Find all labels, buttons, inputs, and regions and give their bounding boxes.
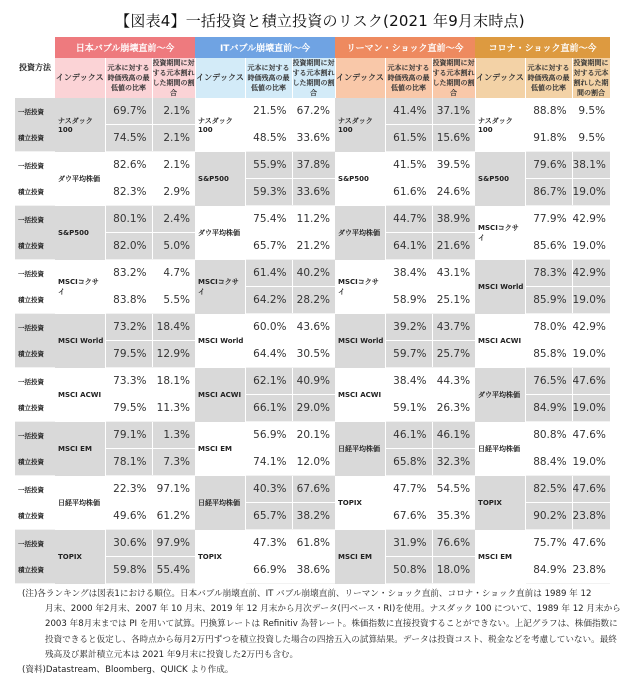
table-row xyxy=(15,314,610,341)
loss-period-ratio-cell: 47.6% xyxy=(572,368,610,395)
loss-period-ratio-cell: 32.3% xyxy=(432,449,475,476)
loss-period-ratio-cell: 33.6% xyxy=(292,179,335,206)
index-name: ダウ平均株価 xyxy=(335,206,385,260)
sub-header-index: インデックス xyxy=(475,58,525,98)
index-name: ダウ平均株価 xyxy=(475,368,525,422)
method-lump-sum: 一括投資 xyxy=(15,152,55,179)
loss-period-ratio-cell: 37.8% xyxy=(292,152,335,179)
min-value-ratio-cell: 31.9% xyxy=(385,530,432,557)
min-value-ratio-cell: 73.2% xyxy=(105,314,152,341)
min-value-ratio-cell: 64.1% xyxy=(385,233,432,260)
method-accumulation: 積立投資 xyxy=(15,395,55,422)
min-value-ratio-cell: 85.6% xyxy=(525,233,572,260)
loss-period-ratio-cell: 28.2% xyxy=(292,287,335,314)
loss-period-ratio-cell: 2.1% xyxy=(152,98,195,125)
min-value-ratio-cell: 64.2% xyxy=(245,287,292,314)
index-name: 日経平均株価 xyxy=(475,422,525,476)
min-value-ratio-cell: 85.8% xyxy=(525,341,572,368)
index-name: MSCI ACWI xyxy=(335,368,385,422)
min-value-ratio-cell: 65.7% xyxy=(245,233,292,260)
sub-header-index: インデックス xyxy=(335,58,385,98)
min-value-ratio-cell: 82.6% xyxy=(105,152,152,179)
min-value-ratio-cell: 78.0% xyxy=(525,314,572,341)
loss-period-ratio-cell: 43.6% xyxy=(292,314,335,341)
min-value-ratio-cell: 82.3% xyxy=(105,179,152,206)
min-value-ratio-cell: 78.3% xyxy=(525,260,572,287)
min-value-ratio-cell: 49.6% xyxy=(105,503,152,530)
index-name: MSCI EM xyxy=(475,530,525,584)
index-name: MSCI ACWI xyxy=(195,368,245,422)
min-value-ratio-cell: 61.6% xyxy=(385,179,432,206)
sub-header-index: インデックス xyxy=(55,58,105,98)
table-row xyxy=(15,260,610,287)
method-accumulation: 積立投資 xyxy=(15,125,55,152)
min-value-ratio-cell: 79.6% xyxy=(525,152,572,179)
loss-period-ratio-cell: 39.5% xyxy=(432,152,475,179)
min-value-ratio-cell: 75.7% xyxy=(525,530,572,557)
min-value-ratio-cell: 46.1% xyxy=(385,422,432,449)
index-name: MSCI EM xyxy=(195,422,245,476)
group-header-row xyxy=(15,37,610,58)
sub-header-index: インデックス xyxy=(195,58,245,98)
loss-period-ratio-cell: 25.7% xyxy=(432,341,475,368)
method-lump-sum: 一括投資 xyxy=(15,206,55,233)
group-header: リーマン・ショック直前～今 xyxy=(335,37,475,58)
index-name: MSCI World xyxy=(55,314,105,368)
min-value-ratio-cell: 60.0% xyxy=(245,314,292,341)
table-row xyxy=(15,98,610,125)
index-name: TOPIX xyxy=(475,476,525,530)
note-text: (注)各ランキングは図表1における順位。日本バブル崩壊直前、IT バブル崩壊直前、リーマン・ショック直前、コロナ・ショック直前は 1989 年 12 xyxy=(22,589,592,599)
min-value-ratio-cell: 76.5% xyxy=(525,368,572,395)
loss-period-ratio-cell: 12.9% xyxy=(152,341,195,368)
min-value-ratio-cell: 40.3% xyxy=(245,476,292,503)
loss-period-ratio-cell: 44.3% xyxy=(432,368,475,395)
index-name: S&P500 xyxy=(335,152,385,206)
loss-period-ratio-cell: 97.9% xyxy=(152,530,195,557)
index-name: MSCIコクサイ xyxy=(475,206,525,260)
min-value-ratio-cell: 44.7% xyxy=(385,206,432,233)
min-value-ratio-cell: 80.8% xyxy=(525,422,572,449)
min-value-ratio-cell: 84.9% xyxy=(525,395,572,422)
index-name: S&P500 xyxy=(195,152,245,206)
loss-period-ratio-cell: 18.4% xyxy=(152,314,195,341)
loss-period-ratio-cell: 19.0% xyxy=(572,233,610,260)
table-row xyxy=(15,206,610,233)
method-lump-sum: 一括投資 xyxy=(15,314,55,341)
loss-period-ratio-cell: 18.0% xyxy=(432,557,475,584)
loss-period-ratio-cell: 15.6% xyxy=(432,125,475,152)
index-name: MSCI World xyxy=(195,314,245,368)
min-value-ratio-cell: 48.5% xyxy=(245,125,292,152)
min-value-ratio-cell: 91.8% xyxy=(525,125,572,152)
loss-period-ratio-cell: 20.1% xyxy=(292,422,335,449)
loss-period-ratio-cell: 47.6% xyxy=(572,422,610,449)
min-value-ratio-cell: 21.5% xyxy=(245,98,292,125)
min-value-ratio-cell: 66.9% xyxy=(245,557,292,584)
loss-period-ratio-cell: 38.1% xyxy=(572,152,610,179)
min-value-ratio-cell: 82.0% xyxy=(105,233,152,260)
index-name: MSCI ACWI xyxy=(475,314,525,368)
index-name: MSCIコクサイ xyxy=(335,260,385,314)
loss-period-ratio-cell: 38.2% xyxy=(292,503,335,530)
loss-period-ratio-cell: 42.9% xyxy=(572,206,610,233)
loss-period-ratio-cell: 61.8% xyxy=(292,530,335,557)
method-lump-sum: 一括投資 xyxy=(15,422,55,449)
table-row xyxy=(15,368,610,395)
loss-period-ratio-cell: 12.0% xyxy=(292,449,335,476)
loss-period-ratio-cell: 55.4% xyxy=(152,557,195,584)
loss-period-ratio-cell: 33.6% xyxy=(292,125,335,152)
loss-period-ratio-cell: 18.1% xyxy=(152,368,195,395)
min-value-ratio-cell: 66.1% xyxy=(245,395,292,422)
loss-period-ratio-cell: 19.0% xyxy=(572,341,610,368)
min-value-ratio-cell: 86.7% xyxy=(525,179,572,206)
min-value-ratio-cell: 84.9% xyxy=(525,557,572,584)
index-name: TOPIX xyxy=(335,476,385,530)
loss-period-ratio-cell: 35.3% xyxy=(432,503,475,530)
min-value-ratio-cell: 77.9% xyxy=(525,206,572,233)
note-continuation: 月末、2000 年2月末、2007 年 10 月末、2019 年 12 月末から月次データ(円ベース・RI)を使用。ナスダック 100 について、1989 年 12 月末から 2003 年8月末までは PI を用いて試算。円換算レートは Refinitiv 為替レート。株価指数に直接投資することができない。上記グラフは、株価指数に投資できると仮定し、各時点から毎月2万円ずつを積立投資した場合の四捨五入の試算結果。データは投資コスト、税金などを考慮していない。最終残高及び累計積立元本は 2021 年9月末に投資した2万円も含む。 xyxy=(45,604,621,660)
min-value-ratio-cell: 39.2% xyxy=(385,314,432,341)
min-value-ratio-cell: 88.4% xyxy=(525,449,572,476)
sub-header-min-ratio: 元本に対する時価残高の最低値の比率 xyxy=(105,58,152,98)
min-value-ratio-cell: 59.3% xyxy=(245,179,292,206)
loss-period-ratio-cell: 21.6% xyxy=(432,233,475,260)
index-name: MSCIコクサイ xyxy=(195,260,245,314)
index-name: MSCIコクサイ xyxy=(55,260,105,314)
loss-period-ratio-cell: 40.9% xyxy=(292,368,335,395)
sub-header-loss-period: 投資期間に対する元本割れした期間の割合 xyxy=(573,59,609,97)
index-name: S&P500 xyxy=(475,152,525,206)
loss-period-ratio-cell: 2.9% xyxy=(152,179,195,206)
loss-period-ratio-cell: 7.3% xyxy=(152,449,195,476)
method-accumulation: 積立投資 xyxy=(15,557,55,584)
min-value-ratio-cell: 47.7% xyxy=(385,476,432,503)
min-value-ratio-cell: 30.6% xyxy=(105,530,152,557)
source-text: (資料)Datastream、Bloomberg、QUICK より作成。 xyxy=(22,665,234,676)
loss-period-ratio-cell: 1.3% xyxy=(152,422,195,449)
loss-period-ratio-cell: 46.1% xyxy=(432,422,475,449)
min-value-ratio-cell: 82.5% xyxy=(525,476,572,503)
loss-period-ratio-cell: 25.1% xyxy=(432,287,475,314)
loss-period-ratio-cell: 19.0% xyxy=(572,449,610,476)
min-value-ratio-cell: 50.8% xyxy=(385,557,432,584)
loss-period-ratio-cell: 76.6% xyxy=(432,530,475,557)
method-accumulation: 積立投資 xyxy=(15,449,55,476)
min-value-ratio-cell: 79.5% xyxy=(105,395,152,422)
method-lump-sum: 一括投資 xyxy=(15,530,55,557)
min-value-ratio-cell: 79.1% xyxy=(105,422,152,449)
min-value-ratio-cell: 85.9% xyxy=(525,287,572,314)
min-value-ratio-cell: 59.7% xyxy=(385,341,432,368)
table-row xyxy=(15,476,610,503)
method-accumulation: 積立投資 xyxy=(15,179,55,206)
risk-comparison-table xyxy=(15,37,611,584)
min-value-ratio-cell: 22.3% xyxy=(105,476,152,503)
min-value-ratio-cell: 59.1% xyxy=(385,395,432,422)
table-row xyxy=(15,422,610,449)
loss-period-ratio-cell: 37.1% xyxy=(432,98,475,125)
min-value-ratio-cell: 75.4% xyxy=(245,206,292,233)
method-lump-sum: 一括投資 xyxy=(15,368,55,395)
footnotes xyxy=(22,587,622,678)
sub-header-loss-period: 投資期間に対する元本割れした期間の割合 xyxy=(152,59,195,97)
loss-period-ratio-cell: 2.4% xyxy=(152,206,195,233)
loss-period-ratio-cell: 23.8% xyxy=(572,557,610,584)
method-lump-sum: 一括投資 xyxy=(15,476,55,503)
min-value-ratio-cell: 79.5% xyxy=(105,341,152,368)
index-name: S&P500 xyxy=(55,206,105,260)
group-header: ITバブル崩壊直前～今 xyxy=(195,37,335,58)
min-value-ratio-cell: 88.8% xyxy=(525,98,572,125)
method-accumulation: 積立投資 xyxy=(15,233,55,260)
loss-period-ratio-cell: 54.5% xyxy=(432,476,475,503)
loss-period-ratio-cell: 29.0% xyxy=(292,395,335,422)
index-name: ナスダック100 xyxy=(475,98,525,152)
index-name: TOPIX xyxy=(195,530,245,584)
index-name: MSCI EM xyxy=(335,530,385,584)
index-name: 日経平均株価 xyxy=(335,422,385,476)
figure-title: 【図表4】一括投資と積立投資のリスク(2021 年9月末時点) xyxy=(115,12,525,30)
index-name: 日経平均株価 xyxy=(55,476,105,530)
min-value-ratio-cell: 65.7% xyxy=(245,503,292,530)
min-value-ratio-cell: 74.5% xyxy=(105,125,152,152)
table-row xyxy=(15,530,610,557)
sub-header-min-ratio: 元本に対する時価残高の最低値の比率 xyxy=(385,58,432,98)
min-value-ratio-cell: 61.4% xyxy=(245,260,292,287)
method-lump-sum: 一括投資 xyxy=(15,260,55,287)
sub-header-min-ratio: 元本に対する時価残高の最低値の比率 xyxy=(245,58,292,98)
method-lump-sum: 一括投資 xyxy=(15,98,55,125)
loss-period-ratio-cell: 21.2% xyxy=(292,233,335,260)
min-value-ratio-cell: 73.3% xyxy=(105,368,152,395)
index-name: TOPIX xyxy=(55,530,105,584)
loss-period-ratio-cell: 97.1% xyxy=(152,476,195,503)
min-value-ratio-cell: 78.1% xyxy=(105,449,152,476)
loss-period-ratio-cell: 47.6% xyxy=(572,530,610,557)
loss-period-ratio-cell: 43.1% xyxy=(432,260,475,287)
index-name: ダウ平均株価 xyxy=(195,206,245,260)
loss-period-ratio-cell: 67.2% xyxy=(292,98,335,125)
loss-period-ratio-cell: 24.6% xyxy=(432,179,475,206)
table-body xyxy=(15,98,610,584)
loss-period-ratio-cell: 38.9% xyxy=(432,206,475,233)
group-header: コロナ・ショック直前～今 xyxy=(475,37,610,58)
loss-period-ratio-cell: 47.6% xyxy=(572,476,610,503)
index-name: MSCI World xyxy=(335,314,385,368)
min-value-ratio-cell: 61.5% xyxy=(385,125,432,152)
min-value-ratio-cell: 83.8% xyxy=(105,287,152,314)
loss-period-ratio-cell: 9.5% xyxy=(572,98,610,125)
loss-period-ratio-cell: 61.2% xyxy=(152,503,195,530)
min-value-ratio-cell: 47.3% xyxy=(245,530,292,557)
index-name: ナスダック100 xyxy=(55,98,105,152)
min-value-ratio-cell: 62.1% xyxy=(245,368,292,395)
min-value-ratio-cell: 56.9% xyxy=(245,422,292,449)
loss-period-ratio-cell: 5.0% xyxy=(152,233,195,260)
min-value-ratio-cell: 38.4% xyxy=(385,260,432,287)
loss-period-ratio-cell: 11.2% xyxy=(292,206,335,233)
loss-period-ratio-cell: 26.3% xyxy=(432,395,475,422)
index-name: 日経平均株価 xyxy=(195,476,245,530)
index-name: MSCI EM xyxy=(55,422,105,476)
table-row xyxy=(15,152,610,179)
loss-period-ratio-cell: 23.8% xyxy=(572,503,610,530)
min-value-ratio-cell: 80.1% xyxy=(105,206,152,233)
index-name: ナスダック100 xyxy=(335,98,385,152)
loss-period-ratio-cell: 9.5% xyxy=(572,125,610,152)
loss-period-ratio-cell: 67.6% xyxy=(292,476,335,503)
min-value-ratio-cell: 41.4% xyxy=(385,98,432,125)
min-value-ratio-cell: 90.2% xyxy=(525,503,572,530)
min-value-ratio-cell: 55.9% xyxy=(245,152,292,179)
loss-period-ratio-cell: 43.7% xyxy=(432,314,475,341)
min-value-ratio-cell: 74.1% xyxy=(245,449,292,476)
loss-period-ratio-cell: 19.0% xyxy=(572,287,610,314)
loss-period-ratio-cell: 2.1% xyxy=(152,125,195,152)
index-name: ダウ平均株価 xyxy=(55,152,105,206)
method-accumulation: 積立投資 xyxy=(15,503,55,530)
loss-period-ratio-cell: 42.9% xyxy=(572,260,610,287)
loss-period-ratio-cell: 42.9% xyxy=(572,314,610,341)
min-value-ratio-cell: 41.5% xyxy=(385,152,432,179)
loss-period-ratio-cell: 40.2% xyxy=(292,260,335,287)
loss-period-ratio-cell: 4.7% xyxy=(152,260,195,287)
min-value-ratio-cell: 38.4% xyxy=(385,368,432,395)
sub-header-min-ratio: 元本に対する時価残高の最低値の比率 xyxy=(525,58,572,98)
min-value-ratio-cell: 83.2% xyxy=(105,260,152,287)
loss-period-ratio-cell: 30.5% xyxy=(292,341,335,368)
sub-header-loss-period: 投資期間に対する元本割れした期間の割合 xyxy=(432,59,475,97)
loss-period-ratio-cell: 38.6% xyxy=(292,557,335,584)
sub-header-row xyxy=(15,58,610,98)
loss-period-ratio-cell: 19.0% xyxy=(572,179,610,206)
sub-header-loss-period: 投資期間に対する元本割れした期間の割合 xyxy=(292,59,335,97)
min-value-ratio-cell: 59.8% xyxy=(105,557,152,584)
index-name: ナスダック100 xyxy=(195,98,245,152)
index-name: MSCI ACWI xyxy=(55,368,105,422)
loss-period-ratio-cell: 11.3% xyxy=(152,395,195,422)
method-accumulation: 積立投資 xyxy=(15,287,55,314)
method-header: 投資方法 xyxy=(15,37,55,98)
min-value-ratio-cell: 67.6% xyxy=(385,503,432,530)
loss-period-ratio-cell: 5.5% xyxy=(152,287,195,314)
min-value-ratio-cell: 69.7% xyxy=(105,98,152,125)
loss-period-ratio-cell: 19.0% xyxy=(572,395,610,422)
group-header: 日本バブル崩壊直前～今 xyxy=(55,37,195,58)
min-value-ratio-cell: 58.9% xyxy=(385,287,432,314)
index-name: MSCI World xyxy=(475,260,525,314)
method-accumulation: 積立投資 xyxy=(15,341,55,368)
min-value-ratio-cell: 64.4% xyxy=(245,341,292,368)
min-value-ratio-cell: 65.8% xyxy=(385,449,432,476)
loss-period-ratio-cell: 2.1% xyxy=(152,152,195,179)
